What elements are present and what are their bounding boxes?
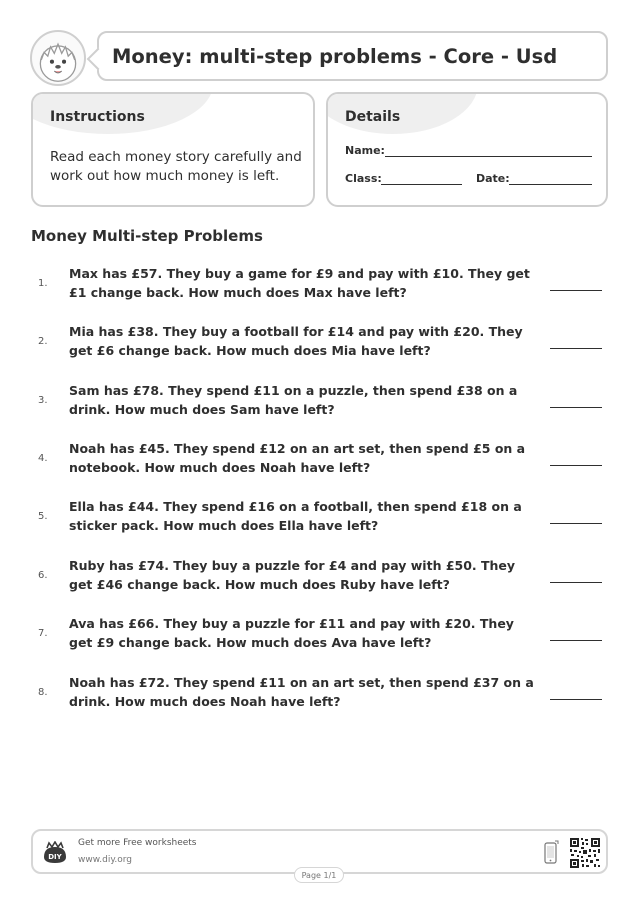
question-text: Ava has £66. They buy a puzzle for £11 and pay with £20. They get £9 change back. How much does Ava have left?	[69, 616, 514, 650]
question-row	[31, 674, 603, 714]
details-heading: Details	[345, 109, 401, 125]
footer-url-link[interactable]: www.diy.org	[78, 855, 132, 865]
page-title: Money: multi-step problems - Core - Usd	[112, 44, 558, 68]
page-number-badge: Page 1/1	[294, 867, 344, 883]
answer-line[interactable]	[550, 407, 602, 408]
answer-line[interactable]	[550, 582, 602, 583]
title-box	[97, 31, 608, 81]
qr-code-icon[interactable]	[569, 837, 601, 869]
details-panel	[326, 92, 608, 207]
question-row	[31, 498, 603, 538]
date-label: Date:	[476, 172, 510, 185]
question-number: 6.	[38, 570, 48, 581]
instructions-heading: Instructions	[50, 109, 145, 125]
answer-line[interactable]	[550, 640, 602, 641]
footer-promo-text: Get more Free worksheets	[78, 838, 197, 848]
question-number: 5.	[38, 511, 48, 522]
instructions-panel	[31, 92, 315, 207]
mascot-avatar-icon	[30, 30, 86, 86]
answer-line[interactable]	[550, 523, 602, 524]
question-text: Ella has £44. They spend £16 on a football, then spend £18 on a sticker pack. How much does Ella have left?	[69, 499, 522, 533]
instructions-text: Read each money story carefully and work out how much money is left.	[50, 149, 302, 184]
question-number: 3.	[38, 395, 48, 406]
answer-line[interactable]	[550, 465, 602, 466]
class-field[interactable]	[381, 184, 462, 185]
answer-line[interactable]	[550, 699, 602, 700]
diy-logo-icon[interactable]	[42, 841, 68, 865]
question-row	[31, 557, 603, 597]
question-number: 4.	[38, 453, 48, 464]
date-field[interactable]	[509, 184, 592, 185]
question-number: 8.	[38, 687, 48, 698]
question-text: Noah has £45. They spend £12 on an art set, then spend £5 on a notebook. How much does Noah have left?	[69, 441, 526, 475]
question-number: 1.	[38, 278, 48, 289]
section-title: Money Multi-step Problems	[31, 227, 263, 245]
question-text: Max has £57. They buy a game for £9 and pay with £10. They get £1 change back. How much does Max have left?	[69, 266, 530, 300]
question-row	[31, 382, 603, 422]
question-row	[31, 265, 603, 305]
question-text: Sam has £78. They spend £11 on a puzzle, then spend £38 on a drink. How much does Sam have left?	[69, 383, 518, 417]
logo-text: DIY	[48, 853, 62, 861]
question-row	[31, 440, 603, 480]
answer-line[interactable]	[550, 348, 602, 349]
question-text: Ruby has £74. They buy a puzzle for £4 and pay with £50. They get £46 change back. How much does Ruby have left?	[69, 558, 516, 592]
name-field[interactable]	[385, 156, 592, 157]
phone-icon	[543, 840, 559, 866]
question-row	[31, 615, 603, 655]
answer-line[interactable]	[550, 290, 602, 291]
question-row	[31, 323, 603, 363]
name-label: Name:	[345, 144, 385, 157]
question-number: 2.	[38, 336, 48, 347]
question-text: Noah has £72. They spend £11 on an art set, then spend £37 on a drink. How much does Noah have left?	[69, 675, 534, 709]
question-number: 7.	[38, 628, 48, 639]
class-label: Class:	[345, 172, 382, 185]
question-text: Mia has £38. They buy a football for £14 and pay with £20. They get £6 change back. How much does Mia have left?	[69, 324, 523, 358]
